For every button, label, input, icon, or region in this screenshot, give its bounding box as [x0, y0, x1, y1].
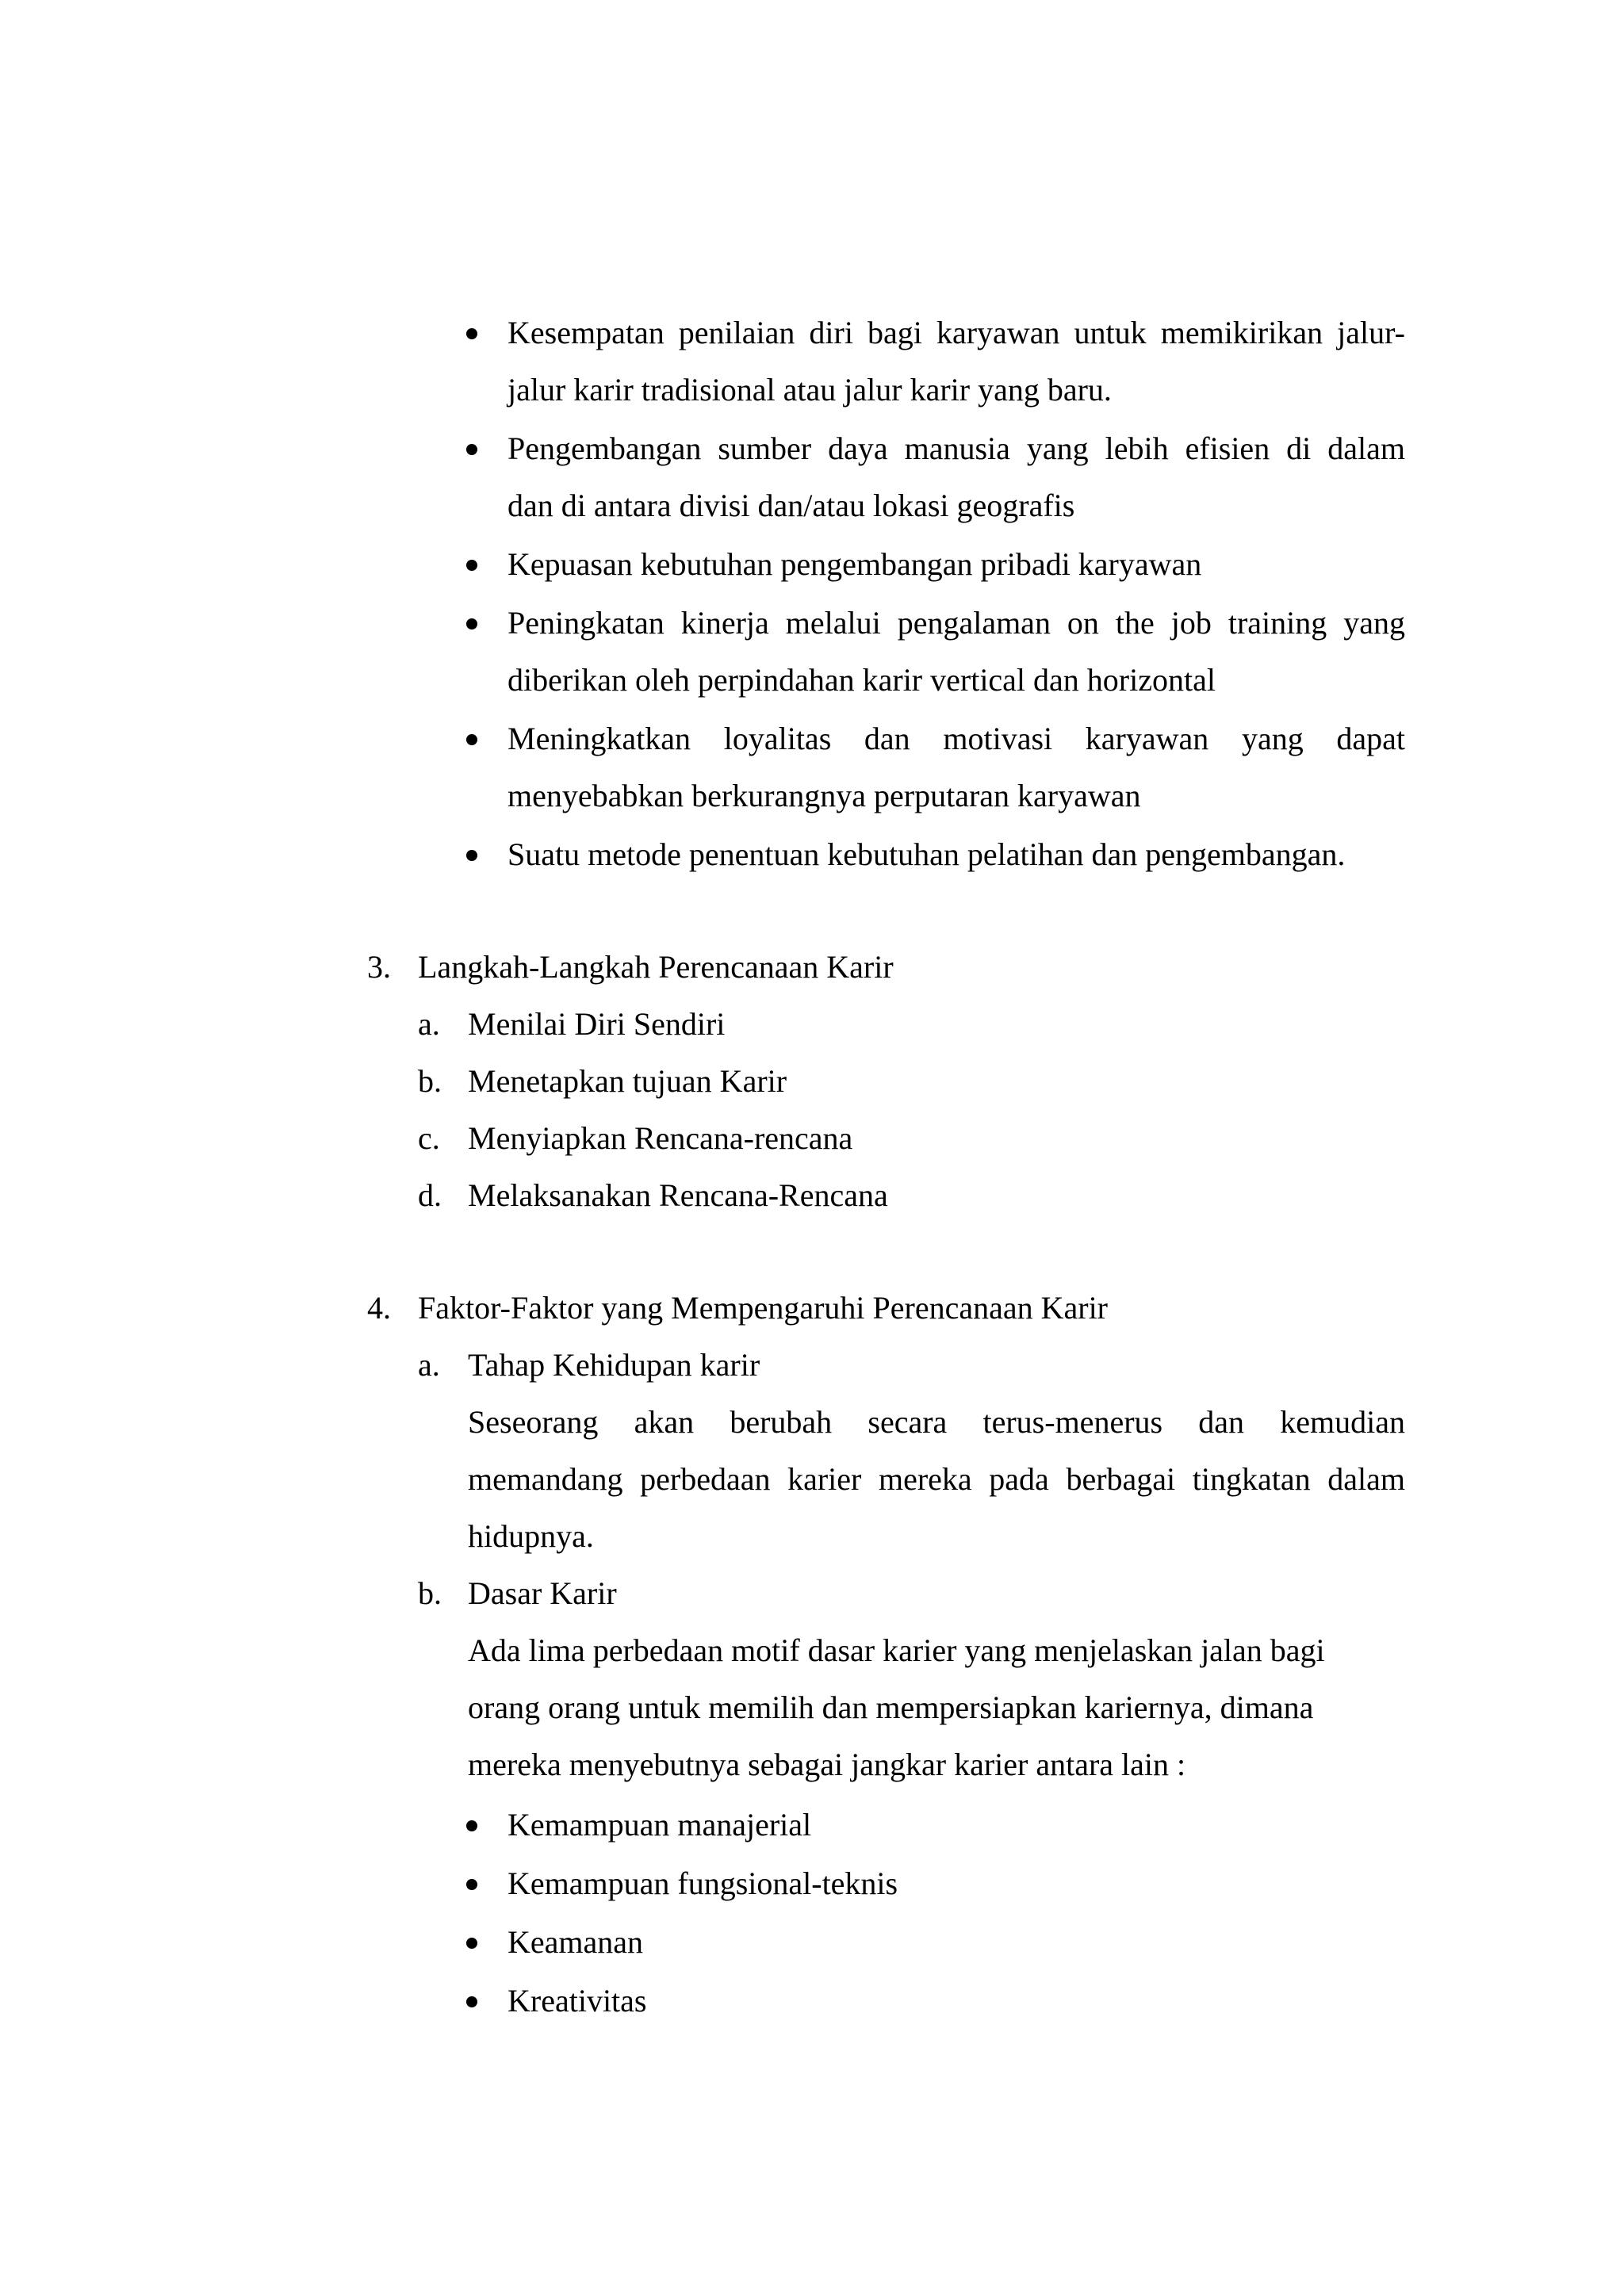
- bullet-icon: [466, 734, 477, 745]
- list-letter: a.: [418, 1006, 440, 1042]
- list-letter: c.: [418, 1120, 440, 1156]
- paragraph-line: Seseorang akan berubah secara terus-menerus dan kemudian: [468, 1404, 1405, 1440]
- bullet-text-line: Kreativitas: [508, 1983, 647, 2019]
- list-letter: a.: [418, 1347, 440, 1383]
- bullet-text-line: Kemampuan fungsional-teknis: [508, 1866, 898, 1901]
- bullet-text-line: Kepuasan kebutuhan pengembangan pribadi karyawan: [508, 546, 1202, 582]
- paragraph-line: Ada lima perbedaan motif dasar karier yang menjelaskan jalan bagi: [468, 1632, 1325, 1668]
- list-item-text: Melaksanakan Rencana-Rencana: [468, 1177, 888, 1213]
- bullet-text-line: Kemampuan manajerial: [508, 1807, 812, 1843]
- paragraph-line: mereka menyebutnya sebagai jangkar karier antara lain :: [468, 1747, 1186, 1782]
- bullet-icon: [466, 1879, 477, 1890]
- bullet-text-line: jalur karir tradisional atau jalur karir yang baru.: [508, 372, 1112, 408]
- bullet-text-line: Kesempatan penilaian diri bagi karyawan untuk memikirikan jalur-: [508, 315, 1405, 350]
- bullet-text-line: Suatu metode penentuan kebutuhan pelatihan dan pengembangan.: [508, 836, 1346, 872]
- bullet-text-line: menyebabkan berkurangnya perputaran karyawan: [508, 778, 1141, 813]
- bullet-icon: [466, 444, 477, 455]
- bullet-icon: [466, 850, 477, 861]
- list-letter: b.: [418, 1063, 442, 1099]
- bullet-text-line: dan di antara divisi dan/atau lokasi geografis: [508, 488, 1075, 523]
- list-item-text: Menetapkan tujuan Karir: [468, 1063, 787, 1099]
- list-item-title: Dasar Karir: [468, 1575, 617, 1611]
- bullet-text-line: Peningkatan kinerja melalui pengalaman on the job training yang: [508, 605, 1405, 641]
- section-title: Faktor-Faktor yang Mempengaruhi Perencanaan Karir: [418, 1290, 1108, 1326]
- paragraph-line: orang orang untuk memilih dan mempersiapkan kariernya, dimana: [468, 1689, 1314, 1725]
- paragraph-line: hidupnya.: [468, 1518, 594, 1554]
- bullet-icon: [466, 618, 477, 629]
- list-letter: d.: [418, 1177, 442, 1213]
- section-number: 3.: [367, 949, 391, 985]
- list-item-title: Tahap Kehidupan karir: [468, 1347, 760, 1383]
- list-item-text: Menilai Diri Sendiri: [468, 1006, 726, 1042]
- list-item-text: Menyiapkan Rencana-rencana: [468, 1120, 853, 1156]
- section-title: Langkah-Langkah Perencanaan Karir: [418, 949, 894, 985]
- bullet-icon: [466, 328, 477, 339]
- bullet-text-line: Meningkatkan loyalitas dan motivasi karyawan yang dapat: [508, 721, 1405, 756]
- bullet-text-line: Keamanan: [508, 1924, 644, 1960]
- bullet-icon: [466, 1820, 477, 1831]
- paragraph-line: memandang perbedaan karier mereka pada berbagai tingkatan dalam: [468, 1461, 1405, 1497]
- bullet-icon: [466, 560, 477, 571]
- bullet-icon: [466, 1996, 477, 2007]
- bullet-icon: [466, 1938, 477, 1949]
- bullet-text-line: Pengembangan sumber daya manusia yang lebih efisien di dalam: [508, 430, 1405, 466]
- section-number: 4.: [367, 1290, 391, 1326]
- list-letter: b.: [418, 1575, 442, 1611]
- bullet-text-line: diberikan oleh perpindahan karir vertical dan horizontal: [508, 662, 1216, 698]
